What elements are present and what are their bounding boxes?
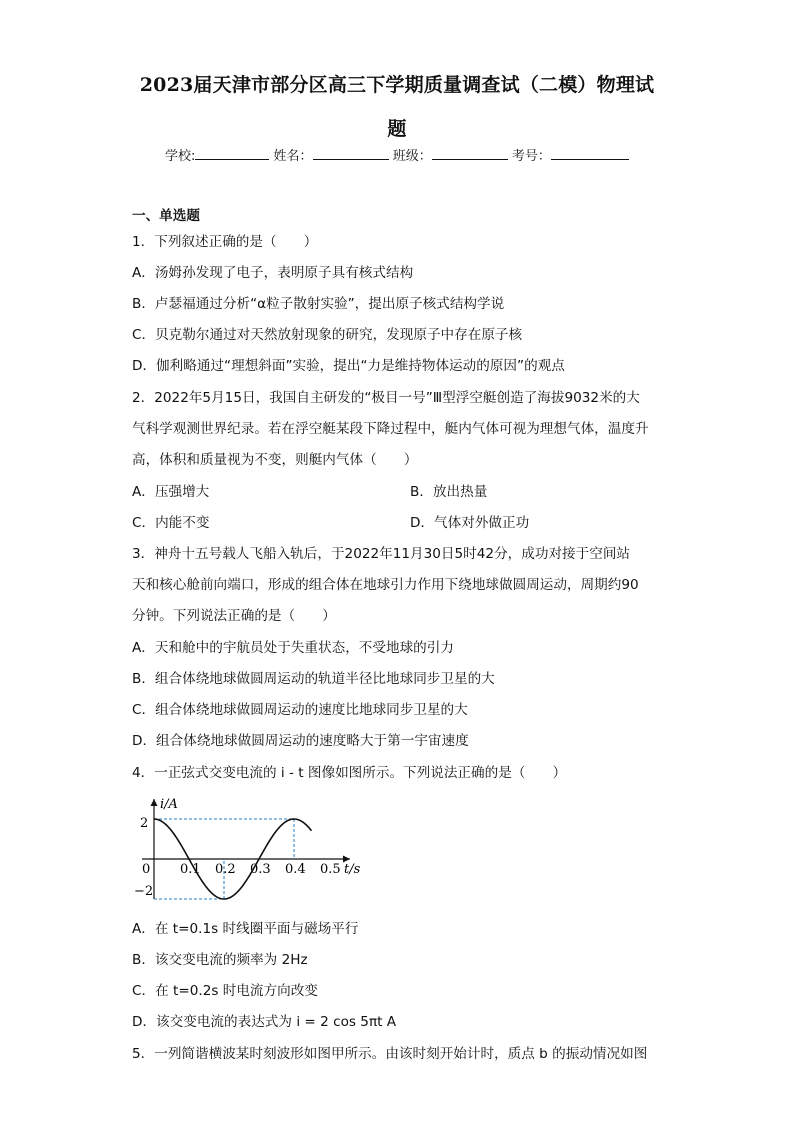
q4-option-d: D．该交变电流的表达式为 i = 2 cos 5πt A xyxy=(132,1014,397,1030)
exam-title-line-1: 2023届天津市部分区高三下学期质量调查试（二模）物理试 xyxy=(139,74,655,96)
name-label: 姓名： xyxy=(273,149,313,164)
class-label: 班级： xyxy=(392,149,432,164)
q2-stem-line-2: 气科学观测世界纪录。若在浮空艇某段下降过程中，艇内气体可视为理想气体，温度升 xyxy=(132,421,649,437)
y-min-label: −2 xyxy=(134,884,154,899)
q2-option-d: D．气体对外做正功 xyxy=(410,515,530,531)
q1-option-c: C．贝克勒尔通过对天然放射现象的研究，发现原子中存在原子核 xyxy=(132,327,523,343)
school-blank xyxy=(195,147,269,160)
q1-stem: 1．下列叙述正确的是（ ） xyxy=(132,234,318,250)
q2-option-c: C．内能不变 xyxy=(132,515,210,531)
q4-option-c: C．在 t=0.2s 时电流方向改变 xyxy=(132,983,318,999)
y-max-label: 2 xyxy=(140,816,149,831)
q2-option-b: B．放出热量 xyxy=(410,484,488,500)
x-tick-label: 0.2 xyxy=(215,862,236,877)
y-axis-label: i/A xyxy=(160,797,178,812)
name-blank xyxy=(313,147,389,160)
x-tick-label: 0.3 xyxy=(250,862,271,877)
q3-option-a: A．天和舱中的宇航员处于失重状态，不受地球的引力 xyxy=(132,640,454,656)
q3-stem-line-2: 天和核心舱前向端口，形成的组合体在地球引力作用下绕地球做圆周运动，周期约90 xyxy=(132,577,639,593)
origin-label: 0 xyxy=(142,862,151,877)
id-blank xyxy=(551,147,629,160)
q3-stem-line-1: 3．神舟十五号载人飞船入轨后，于2022年11月30日5时42分，成功对接于空间站 xyxy=(132,546,631,562)
q2-stem-line-1: 2．2022年5月15日，我国自主研发的“极目一号”Ⅲ型浮空艇创造了海拔9032米的大 xyxy=(132,390,640,406)
q4-stem: 4．一正弦式交变电流的 i - t 图像如图所示。下列说法正确的是（ ） xyxy=(132,765,567,781)
exam-title-line-2: 题 xyxy=(387,118,407,140)
current-time-graph xyxy=(130,795,370,905)
q1-option-d: D．伽利略通过“理想斜面”实验，提出“力是维持物体运动的原因”的观点 xyxy=(132,358,565,374)
x-axis-label: t/s xyxy=(344,862,361,877)
x-tick-label: 0.1 xyxy=(180,862,201,877)
q2-option-a: A．压强增大 xyxy=(132,484,210,500)
student-info-row xyxy=(165,145,629,164)
q5-stem-line-1: 5．一列简谐横波某时刻波形如图甲所示。由该时刻开始计时，质点 b 的振动情况如图 xyxy=(132,1046,648,1062)
q1-option-a: A．汤姆孙发现了电子，表明原子具有核式结构 xyxy=(132,265,414,281)
q3-option-c: C．组合体绕地球做圆周运动的速度比地球同步卫星的大 xyxy=(132,702,468,718)
school-label: 学校: xyxy=(165,149,196,164)
id-label: 考号： xyxy=(511,149,551,164)
q1-option-b: B．卢瑟福通过分析“α粒子散射实验”，提出原子核式结构学说 xyxy=(132,296,505,312)
x-tick-label: 0.5 xyxy=(320,862,341,877)
section-heading: 一、单选题 xyxy=(132,208,200,224)
q3-option-d: D．组合体绕地球做圆周运动的速度略大于第一宇宙速度 xyxy=(132,733,469,749)
q2-stem-line-3: 高，体积和质量视为不变，则艇内气体（ ） xyxy=(132,452,418,468)
q3-option-b: B．组合体绕地球做圆周运动的轨道半径比地球同步卫星的大 xyxy=(132,671,495,687)
q3-stem-line-3: 分钟。下列说法正确的是（ ） xyxy=(132,608,336,624)
q4-option-b: B．该交变电流的频率为 2Hz xyxy=(132,952,308,968)
q4-option-a: A．在 t=0.1s 时线圈平面与磁场平行 xyxy=(132,921,359,937)
x-tick-label: 0.4 xyxy=(285,862,306,877)
class-blank xyxy=(432,147,508,160)
